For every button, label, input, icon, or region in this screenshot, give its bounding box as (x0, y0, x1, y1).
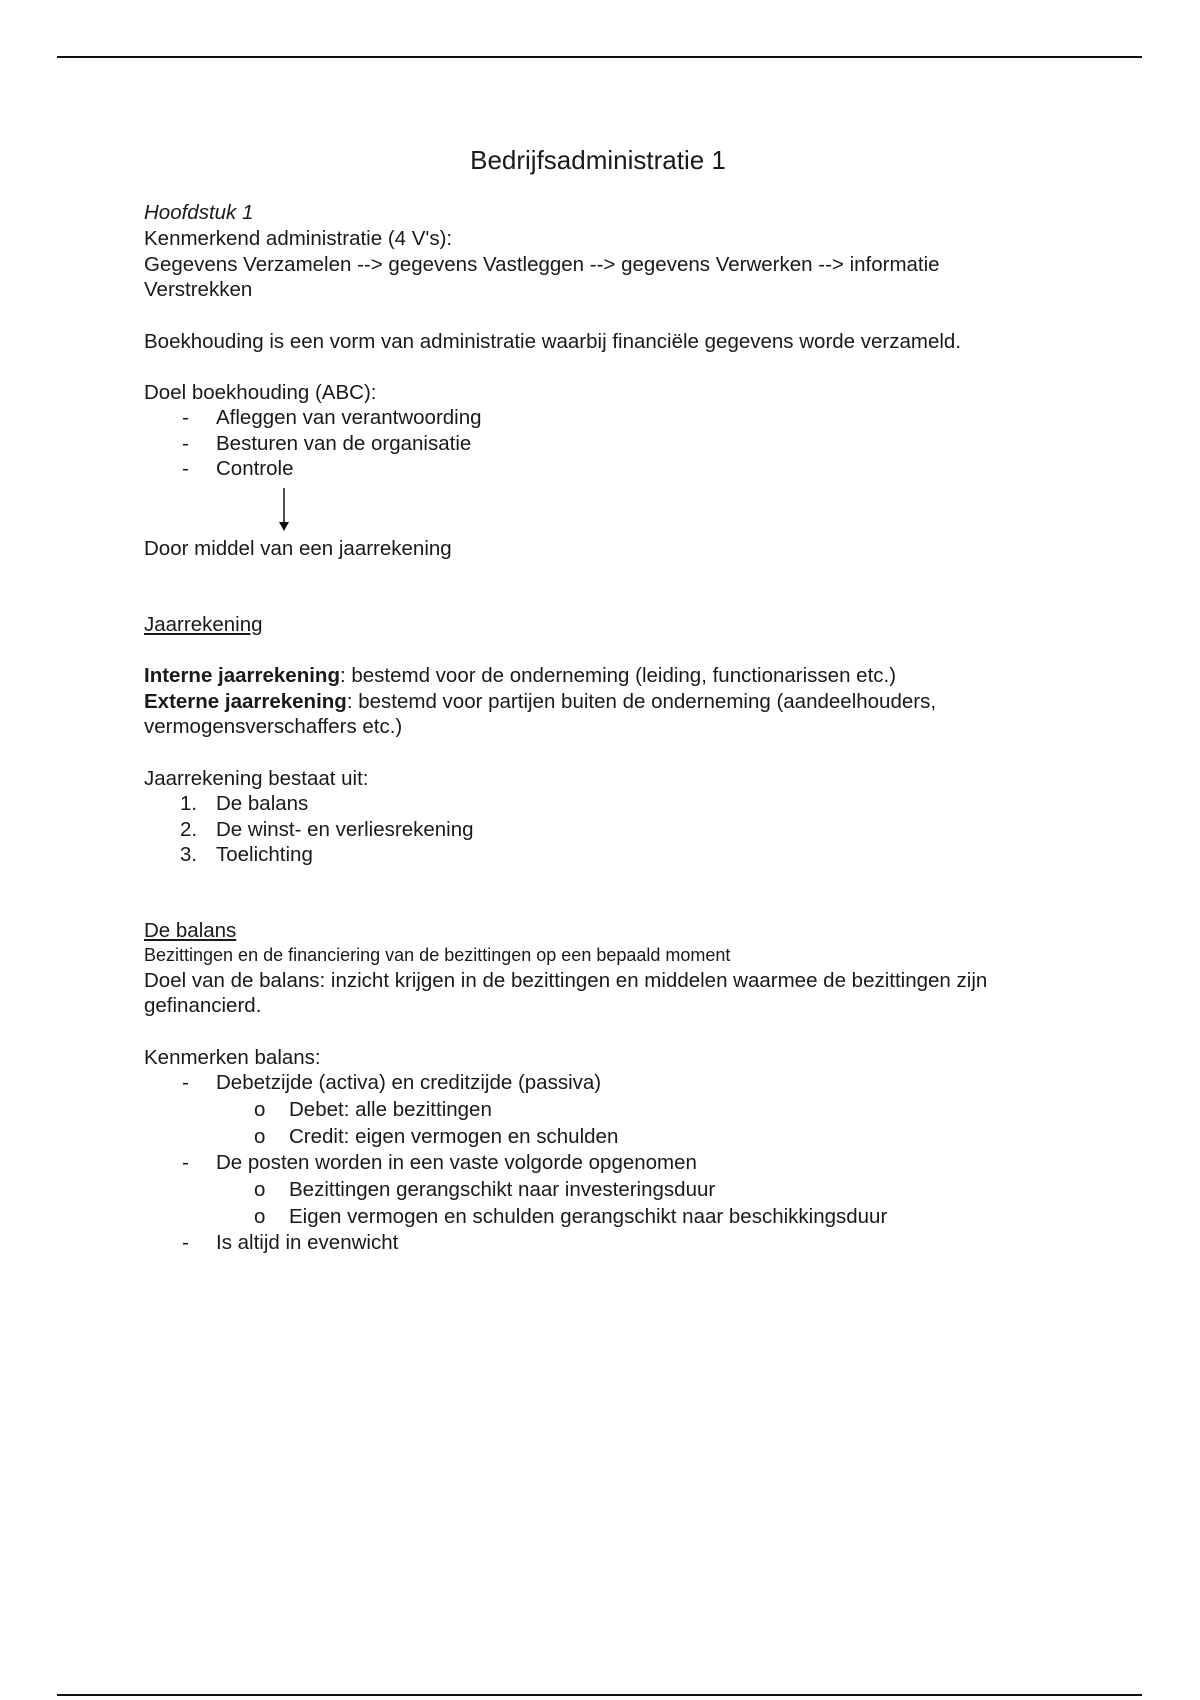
sub-list-item-text: Credit: eigen vermogen en schulden (289, 1125, 619, 1148)
sub-list-item-text: Bezittingen gerangschikt naar investeringsduur (289, 1178, 716, 1201)
doel-heading: Doel boekhouding (ABC): (144, 381, 377, 404)
chapter-heading: Hoofdstuk 1 (144, 201, 254, 224)
list-item-text: De winst- en verliesrekening (216, 818, 474, 841)
list-item-text: De balans (216, 792, 309, 815)
balans-doel-line-2: gefinancierd. (144, 994, 262, 1017)
bullet-marker: - (182, 1231, 189, 1254)
document-title: Bedrijfsadministratie 1 (470, 145, 726, 175)
top-rule (57, 56, 1142, 58)
list-item-text: De posten worden in een vaste volgorde opgenomen (216, 1151, 697, 1174)
bullet-marker: - (182, 406, 189, 429)
interne-text: : bestemd voor de onderneming (leiding, functionarissen etc.) (339, 664, 897, 687)
list-item-text: Toelichting (216, 843, 313, 866)
flow-line-2: Verstrekken (144, 278, 253, 301)
externe-label: Externe jaarrekening (144, 690, 347, 713)
list-item-text: Controle (216, 457, 294, 480)
list-item-text: Afleggen van verantwoording (216, 406, 482, 429)
jaarrekening-heading: Jaarrekening (144, 613, 263, 636)
balans-doel-line-1: Doel van de balans: inzicht krijgen in de bezittingen en middelen waarmee de bezittingen zijn (144, 969, 988, 992)
sub-bullet-marker: o (254, 1178, 266, 1201)
list-number: 1. (180, 792, 198, 815)
sub-list-item-text: Debet: alle bezittingen (289, 1098, 492, 1121)
balans-heading: De balans (144, 919, 237, 942)
bullet-marker: - (182, 1151, 189, 1174)
list-number: 2. (180, 818, 198, 841)
list-item-text: Besturen van de organisatie (216, 432, 472, 455)
sub-list-item-text: Eigen vermogen en schulden gerangschikt naar beschikkingsduur (289, 1205, 888, 1228)
list-item-text: Is altijd in evenwicht (216, 1231, 399, 1254)
bullet-marker: - (182, 457, 189, 480)
interne-label: Interne jaarrekening (144, 664, 340, 687)
list-item-text: Debetzijde (activa) en creditzijde (passiva) (216, 1071, 602, 1094)
list-number: 3. (180, 843, 198, 866)
sub-bullet-marker: o (254, 1125, 266, 1148)
externe-text: : bestemd voor partijen buiten de onderneming (aandeelhouders, (346, 690, 937, 713)
bullet-marker: - (182, 1071, 189, 1094)
balans-subtitle: Bezittingen en de financiering van de bezittingen op een bepaald moment (144, 945, 731, 965)
kenmerkend-line: Kenmerkend administratie (4 V's): (144, 227, 453, 250)
interne-line (144, 663, 896, 689)
bullet-marker: - (182, 432, 189, 455)
sub-bullet-marker: o (254, 1098, 266, 1121)
externe-line-2: vermogensverschaffers etc.) (144, 715, 403, 738)
bottom-rule (57, 1694, 1142, 1696)
bestaat-heading: Jaarrekening bestaat uit: (144, 767, 369, 790)
down-arrow-icon (274, 488, 294, 532)
boekhouding-paragraph: Boekhouding is een vorm van administratie waarbij financiële gegevens worde verzameld. (144, 330, 962, 353)
externe-line (144, 689, 936, 715)
sub-bullet-marker: o (254, 1205, 266, 1228)
flow-line-1: Gegevens Verzamelen --> gegevens Vastleggen --> gegevens Verwerken --> informatie (144, 253, 940, 276)
kenmerken-heading: Kenmerken balans: (144, 1046, 321, 1069)
door-middel-line: Door middel van een jaarrekening (144, 537, 452, 560)
